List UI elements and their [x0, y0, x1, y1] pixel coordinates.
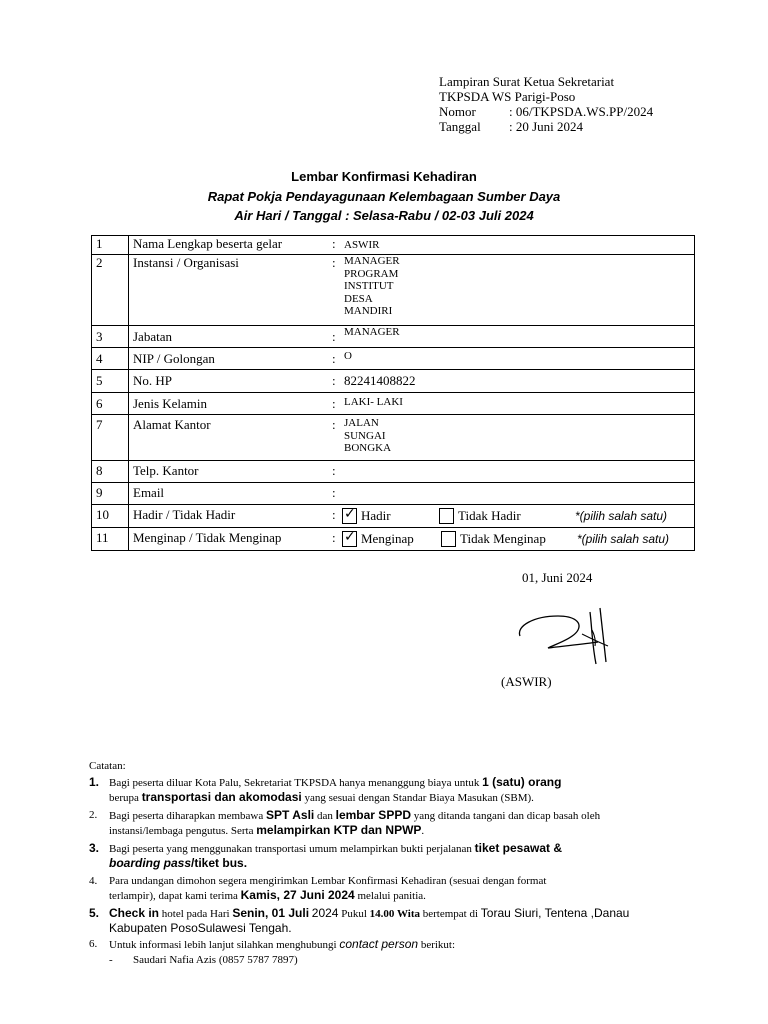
- title-line-3: Air Hari / Tanggal : Selasa-Rabu / 02-03 Juli 2024: [234, 208, 534, 223]
- confirmation-form-table: [91, 235, 695, 551]
- contact-person: Saudari Nafia Azis (0857 5787 7897): [133, 954, 298, 966]
- note-bold: transportasi dan akomodasi: [141, 790, 302, 804]
- note-number: 5.: [89, 906, 100, 920]
- row-label: Menginap / Tidak Menginap: [129, 528, 333, 551]
- title-line-2: Rapat Pokja Pendayagunaan Kelembagaan Sumber Daya: [207, 189, 561, 204]
- instansi-line: INSTITUT: [344, 280, 394, 292]
- address-line: BONGKA: [344, 442, 392, 454]
- signer-name: (ASWIR): [501, 674, 552, 689]
- row-number: 10: [92, 505, 129, 528]
- form-row: [92, 236, 695, 255]
- form-row: [92, 505, 695, 528]
- note-text: Pukul: [341, 908, 367, 920]
- handwritten-signature: [512, 604, 612, 676]
- pick-one-note: *(pilih salah satu): [577, 532, 670, 546]
- note-text: Untuk informasi lebih lanjut silahkan menghubungi: [109, 939, 337, 951]
- row-colon: :: [332, 348, 340, 370]
- tanggal-label: Tanggal: [439, 119, 481, 134]
- header-line-1: Lampiran Surat Ketua Sekretariat: [439, 74, 615, 89]
- row-number: 6: [92, 393, 129, 415]
- row-colon: :: [332, 326, 340, 348]
- note-bold-italic: boarding pass: [109, 856, 192, 870]
- address-line: JALAN: [344, 417, 379, 429]
- notes-heading: Catatan:: [89, 760, 126, 772]
- header-tanggal-row: [439, 119, 653, 134]
- row-value-address[interactable]: [340, 415, 695, 461]
- row-value-attendance: [340, 505, 695, 528]
- header-nomor-row: [439, 104, 653, 119]
- note-text: Bagi peserta diluar Kota Palu, Sekretariat TKPSDA hanya menanggung biaya untuk: [109, 777, 480, 789]
- row-colon: :: [332, 483, 340, 505]
- row-number: 11: [92, 528, 129, 551]
- address-line: SUNGAI: [344, 429, 386, 442]
- row-number: 5: [92, 370, 129, 393]
- hadir-checkbox[interactable]: [342, 508, 357, 524]
- note-number: 6.: [89, 938, 98, 950]
- row-colon: :: [332, 528, 340, 551]
- note-text: Para undangan dimohon segera mengirimkan Lembar Konfirmasi Kehadiran (sesuai dengan format: [109, 875, 547, 887]
- title-line-1: Lembar Konfirmasi Kehadiran: [291, 169, 477, 184]
- note-text: berupa: [109, 792, 139, 804]
- note-text: terlampir), dapat kami terima: [109, 890, 238, 902]
- row-value-email[interactable]: [340, 483, 695, 505]
- row-number: 4: [92, 348, 129, 370]
- row-value-stay: [340, 528, 695, 551]
- row-label: Alamat Kantor: [129, 415, 333, 461]
- row-label: Nama Lengkap beserta gelar: [129, 236, 333, 255]
- note-bold: Kamis, 27 Juni 2024: [240, 888, 355, 902]
- row-label: NIP / Golongan: [129, 348, 333, 370]
- note-number: 4.: [89, 875, 98, 887]
- note-bold: Check in: [109, 906, 160, 920]
- note-number: 2.: [89, 809, 98, 821]
- row-value-gender[interactable]: [340, 393, 695, 415]
- gender-value: LAKI- LAKI: [344, 396, 403, 408]
- instansi-line: MANAGER: [344, 255, 400, 267]
- row-value-phone[interactable]: [340, 370, 695, 393]
- note-item: [89, 808, 729, 838]
- note-text: yang sesuai dengan Standar Biaya Masukan (SBM).: [304, 792, 534, 804]
- row-label: Telp. Kantor: [129, 461, 333, 483]
- note-text: instansi/lembaga pengutus. Serta: [109, 825, 254, 837]
- attendance-choices: [344, 505, 690, 527]
- jabatan-value: MANAGER: [344, 326, 400, 338]
- note-bold: Senin, 01 Juli: [232, 906, 310, 920]
- note-item: [89, 874, 729, 903]
- row-value-name[interactable]: [340, 236, 695, 255]
- instansi-line: DESA: [344, 292, 373, 305]
- tidak-hadir-label: Tidak Hadir: [458, 508, 521, 523]
- note-item: [89, 841, 729, 871]
- row-colon: :: [332, 370, 340, 393]
- row-label: Jenis Kelamin: [129, 393, 333, 415]
- row-colon: :: [332, 415, 340, 461]
- attachment-header: [439, 74, 653, 134]
- tidak-hadir-checkbox[interactable]: [439, 508, 454, 524]
- form-row: [92, 370, 695, 393]
- menginap-checkbox[interactable]: [342, 531, 357, 547]
- row-label: Jabatan: [129, 326, 333, 348]
- form-row: [92, 483, 695, 505]
- nomor-value: : 06/TKPSDA.WS.PP/2024: [509, 104, 654, 119]
- note-italic: contact person: [339, 937, 419, 951]
- row-number: 2: [92, 255, 129, 326]
- row-colon: :: [332, 255, 340, 326]
- nomor-label: Nomor: [439, 104, 476, 119]
- note-bold: tiket pesawat &: [474, 841, 563, 855]
- note-bold: SPT Asli: [266, 808, 315, 822]
- notes-section: [89, 759, 729, 970]
- row-number: 7: [92, 415, 129, 461]
- stay-choices: [344, 528, 690, 550]
- note-text: yang ditanda tangani dan dicap basah oleh: [413, 810, 601, 822]
- row-number: 9: [92, 483, 129, 505]
- note-text: Bagi peserta yang menggunakan transportasi umum melampirkan bukti perjalanan: [109, 843, 472, 855]
- note-text: .: [421, 825, 425, 837]
- note-text: Bagi peserta diharapkan membawa: [109, 810, 264, 822]
- pick-one-note: *(pilih salah satu): [575, 509, 668, 523]
- phone-value: 82241408822: [344, 373, 416, 388]
- note-text: Torau Siuri, Tentena ,Danau: [480, 906, 630, 920]
- menginap-label: Menginap: [361, 531, 414, 546]
- row-number: 3: [92, 326, 129, 348]
- note-text: dan: [316, 810, 333, 822]
- form-row: [92, 528, 695, 551]
- row-colon: :: [332, 236, 340, 255]
- note-text: hotel pada Hari: [161, 908, 230, 920]
- note-number: 1.: [89, 775, 100, 789]
- note-bold: lembar SPPD: [335, 808, 411, 822]
- note-text: berikut:: [420, 939, 456, 951]
- note-bold: 14.00 Wita: [369, 908, 420, 920]
- tidak-menginap-label: Tidak Menginap: [460, 531, 546, 546]
- row-label: Instansi / Organisasi: [129, 255, 333, 326]
- bullet-dash: -: [109, 954, 113, 966]
- form-row: [92, 461, 695, 483]
- row-colon: :: [332, 393, 340, 415]
- row-value-jabatan[interactable]: [340, 326, 695, 348]
- row-value-office-phone[interactable]: [340, 461, 695, 483]
- note-text: melalui panitia.: [357, 890, 426, 902]
- contact-item: [89, 953, 729, 967]
- note-text: bertempat di: [422, 908, 479, 920]
- note-item: [89, 937, 729, 952]
- row-colon: :: [332, 461, 340, 483]
- note-bold: melampirkan KTP dan NPWP: [256, 823, 422, 837]
- note-bold: /tiket bus.: [191, 856, 248, 870]
- row-label: Hadir / Tidak Hadir: [129, 505, 333, 528]
- note-number: 3.: [89, 841, 100, 855]
- row-label: No. HP: [129, 370, 333, 393]
- row-value-nip[interactable]: [340, 348, 695, 370]
- note-item: [89, 906, 729, 936]
- form-row: [92, 415, 695, 461]
- note-text: Kabupaten PosoSulawesi Tengah.: [109, 921, 292, 935]
- form-row: [92, 255, 695, 326]
- instansi-line: PROGRAM: [344, 267, 399, 280]
- row-value-instansi[interactable]: [340, 255, 695, 326]
- form-row: [92, 393, 695, 415]
- tidak-menginap-checkbox[interactable]: [441, 531, 456, 547]
- row-colon: :: [332, 505, 340, 528]
- document-title: [0, 167, 768, 225]
- note-text: 2024: [311, 906, 339, 920]
- row-number: 8: [92, 461, 129, 483]
- nip-value: O: [344, 350, 352, 362]
- header-line-2: TKPSDA WS Parigi-Poso: [439, 89, 576, 104]
- hadir-label: Hadir: [361, 508, 391, 523]
- row-label: Email: [129, 483, 333, 505]
- form-row: [92, 348, 695, 370]
- note-item: [89, 775, 729, 805]
- signature-date: 01, Juni 2024: [522, 570, 593, 585]
- instansi-line: MANDIRI: [344, 305, 393, 317]
- name-value: ASWIR: [344, 239, 380, 251]
- tanggal-value: : 20 Juni 2024: [509, 119, 584, 134]
- row-number: 1: [92, 236, 129, 255]
- form-row: [92, 326, 695, 348]
- note-bold: 1 (satu) orang: [482, 775, 562, 789]
